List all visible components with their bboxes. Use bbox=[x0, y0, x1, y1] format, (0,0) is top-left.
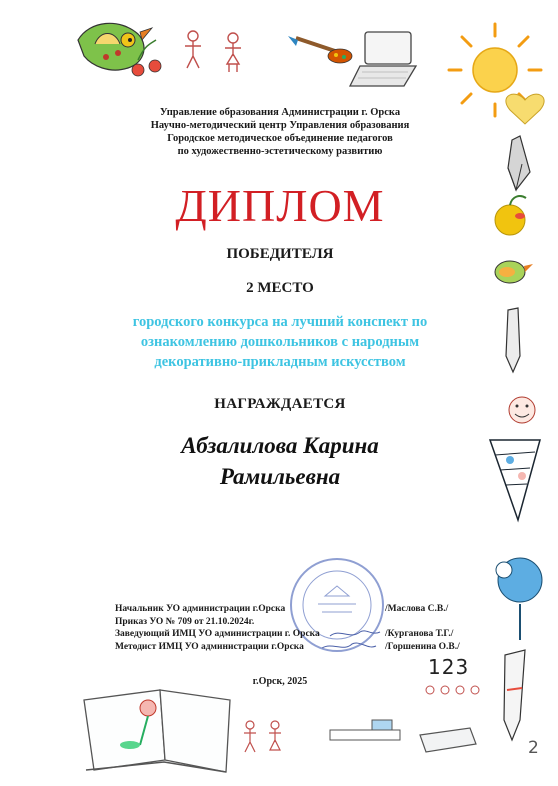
signer-name: /Курганова Т.Г./ bbox=[385, 629, 454, 639]
signature-label: Заведующий ИМЦ УО администрации г. Орска bbox=[115, 629, 320, 639]
recipient-name bbox=[100, 430, 460, 492]
diploma-title: ДИПЛОМ bbox=[175, 180, 385, 231]
recipient-line-2: Рамильевна bbox=[219, 464, 341, 489]
eraser-icon bbox=[420, 728, 476, 752]
signature-row bbox=[115, 641, 495, 654]
signature-row bbox=[115, 628, 495, 641]
ice-cream-cone-icon bbox=[490, 440, 540, 520]
signature-label: Методист ИМЦ УО администрации г.Орска bbox=[115, 641, 304, 652]
ruler-icon bbox=[330, 720, 400, 740]
signatures-block bbox=[115, 603, 495, 653]
flower-doodle-icon bbox=[496, 558, 542, 640]
pencil-icon-2 bbox=[506, 308, 520, 372]
open-book-icon bbox=[84, 690, 230, 772]
page-number: 2 bbox=[528, 738, 539, 758]
faces-row-icon bbox=[426, 686, 479, 694]
org-line-4: по художественно-эстетическому развитию bbox=[177, 146, 383, 157]
order-label: Приказ УО № 709 от 21.10.2024г. bbox=[115, 616, 255, 627]
bird-small-icon bbox=[495, 261, 533, 283]
smiley-icon bbox=[509, 397, 535, 423]
winner-heading: ПОБЕДИТЕЛЯ bbox=[226, 246, 334, 262]
city-year: г.Орск, 2025 bbox=[252, 676, 308, 687]
signature-row bbox=[115, 616, 495, 629]
signer-name: /Горшенина О.В./ bbox=[385, 641, 460, 652]
recipient-line-1: Абзалилова Карина bbox=[181, 433, 379, 458]
apple-icon bbox=[495, 196, 526, 235]
laptop-icon bbox=[350, 32, 416, 86]
bird-icon bbox=[78, 23, 152, 70]
awarded-heading: НАГРАЖДАЕТСЯ bbox=[214, 396, 346, 412]
signature-row bbox=[115, 603, 495, 616]
signer-name: /Маслова С.В./ bbox=[385, 604, 449, 614]
children-figures-icon bbox=[185, 31, 241, 72]
organization-header bbox=[100, 106, 460, 158]
pencil-icon bbox=[508, 136, 530, 190]
contest-description bbox=[80, 312, 480, 372]
org-line-1: Управление образования Администрации г. Орска bbox=[159, 107, 401, 118]
contest-line-3: декоративно-прикладным искусством bbox=[154, 354, 406, 370]
children-row-icon bbox=[244, 721, 281, 752]
contest-line-2: ознакомлению дошкольников с народным bbox=[140, 334, 420, 350]
signature-label: Начальник УО администрации г.Орска bbox=[115, 604, 286, 614]
org-line-2: Научно-методический центр Управления образования bbox=[150, 120, 410, 131]
contest-line-1: городского конкурса на лучший конспект по bbox=[132, 314, 428, 330]
pencil-icon-3 bbox=[504, 650, 525, 740]
paintbrush-icon bbox=[288, 36, 352, 63]
handwritten-number: 123 bbox=[428, 655, 470, 679]
place-heading: 2 МЕСТО bbox=[246, 280, 314, 296]
org-line-3: Городское методическое объединение педагогов bbox=[167, 133, 393, 144]
